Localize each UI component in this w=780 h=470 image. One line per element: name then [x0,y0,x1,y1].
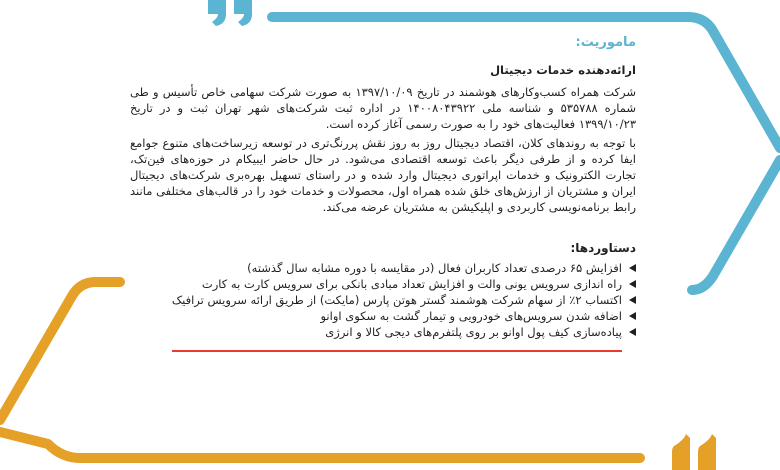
triangle-bullet-icon [629,312,636,320]
triangle-bullet-icon [629,328,636,336]
achievements-list [130,260,636,340]
achievement-text: اضافه شدن سرویس‌های خودرویی و تیمار گشت به سکوی اوانو [320,308,622,323]
triangle-bullet-icon [629,264,636,272]
list-item [130,324,636,340]
triangle-bullet-icon [629,296,636,304]
list-item [130,308,636,324]
list-item [130,292,636,308]
quote-icon [672,434,716,470]
achievement-text: پیاده‌سازی کیف پول اوانو بر روی پلتفرم‌های دیجی کالا و انرژی [325,324,622,339]
company-intro-paragraph: شرکت همراه کسب‌وکارهای هوشمند در تاریخ ۱۳۹۷/۱۰/۰۹ به صورت شرکت سهامی خاص تأسیس و طی شماره ۵۳۵۷۸۸ و شناسه ملی ۱۴۰۰۸۰۴۳۹۲۲ در اداره ثبت شرکت‌های شهر تهران ثبت و در تاریخ ۱۳۹۹/۱۰/۲۳ فعالیت‌های خود را به صورت رسمی آغاز کرده است. [130,85,637,132]
achievements-heading: دستاوردها: [570,240,636,255]
mission-heading: ماموریت: [575,35,636,50]
mission-subheading: ارائه‌دهنده خدمات دیجیتال [490,63,636,77]
mission-section [130,34,636,340]
quote-icon [208,0,252,26]
list-item [130,276,636,292]
list-item [130,260,636,276]
triangle-bullet-icon [629,280,636,288]
digital-economy-paragraph: با توجه به روندهای کلان، اقتصاد دیجیتال روز به روز نقش پررنگ‌تری در توسعه زیرساخت‌های متنوع جوامع ایفا کرده و از طرفی دیگر باعث توسعه اقتصادی می‌شود. در حال حاضر ایبیکام در حوزه‌های فین‌تک، تجارت الکترونیک و خدمات اپراتوری دیجیتال وارد شده و در راستای تسهیل بهره‌بری شرکت‌های دیجیتال ایران و مشتریان از ارزش‌های خلق شده همراه اول، محصولات و خدمات خود را در قالب‌های مختلفی مانند رابط برنامه‌نویسی کاربردی و اپلیکیشن به مشتریان عرضه می‌کند. [130,135,636,215]
achievement-text: افزایش ۶۵ درصدی تعداد کاربران فعال (در مقایسه با دوره مشابه سال گذشته) [247,260,622,275]
red-underline-highlight [172,350,622,352]
achievement-text: راه اندازی سرویس یونی والت و افزایش تعداد مبادی بانکی برای سرویس کارت به کارت [201,276,622,291]
achievement-text: اکتساب ۲٪ از سهام شرکت هوشمند گستر هوتن پارس (مایکت) از طریق ارائه سرویس ترافیک [171,292,622,307]
